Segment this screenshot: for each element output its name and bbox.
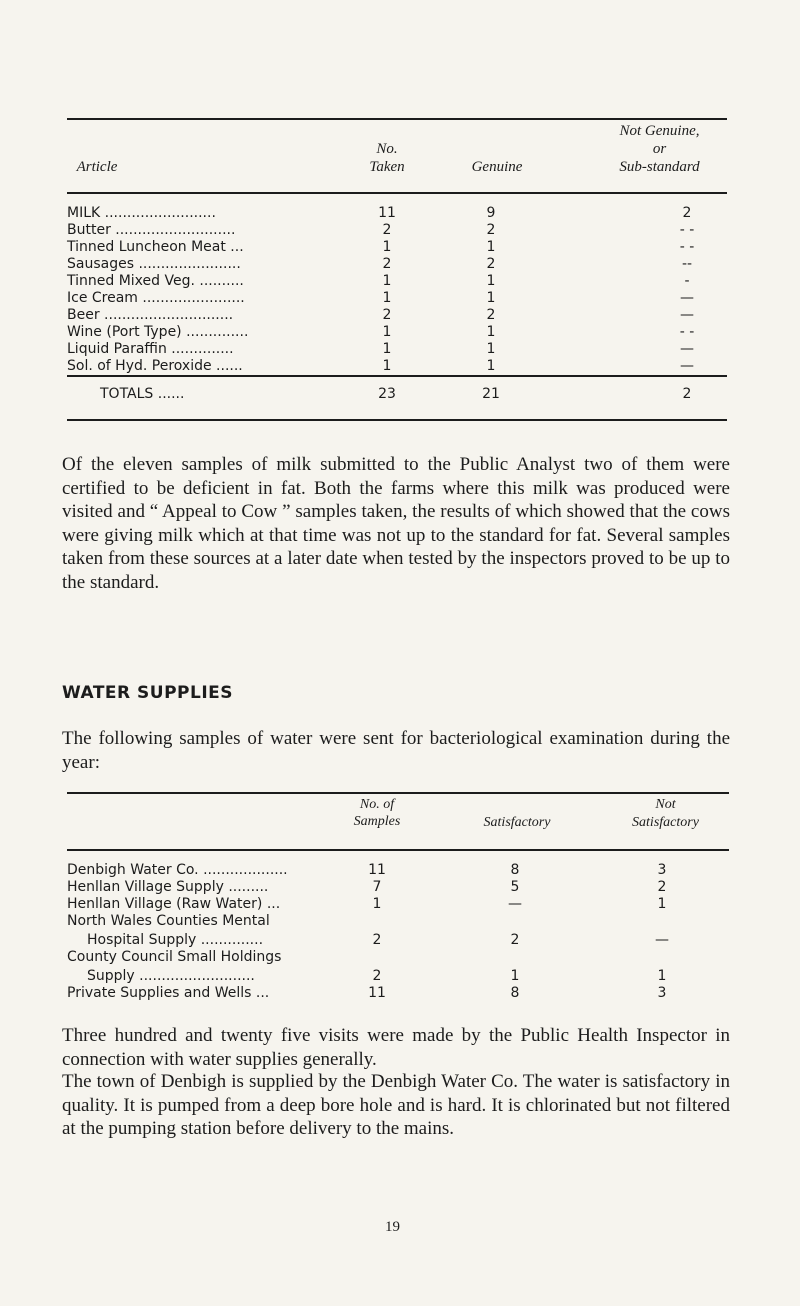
cell-genuine: 1 bbox=[486, 358, 496, 374]
cell-not-genuine: — bbox=[680, 290, 694, 306]
cell-taken: 2 bbox=[382, 256, 392, 272]
cell-not-genuine: - - bbox=[679, 324, 695, 340]
cell-samples: 7 bbox=[372, 879, 382, 895]
milk-samples-paragraph: Of the eleven samples of milk submitted to the Public Analyst two of them were certified to be deficient in fat. Both the farms where this milk was produced were visited and “ Appeal to Cow ” samples taken, the results of which showed that the cows were giving milk which at that time was not up to the standard for fat. Several samples taken from these sources at a later date when tested by the inspectors proved to be up to the standard. bbox=[62, 454, 730, 593]
water-supplies-heading: WATER SUPPLIES bbox=[62, 683, 234, 703]
header-samples-line1: No. of bbox=[359, 797, 395, 812]
cell-taken: 1 bbox=[382, 324, 392, 340]
cell-not-genuine: 2 bbox=[682, 205, 692, 221]
cell-taken: 2 bbox=[382, 222, 392, 238]
row-label: Liquid Paraffin .............. bbox=[67, 341, 234, 357]
cell-not-genuine: - bbox=[684, 273, 690, 289]
cell-genuine: 9 bbox=[486, 205, 496, 221]
cell-genuine: 1 bbox=[486, 324, 496, 340]
cell-not-satisfactory: 3 bbox=[657, 985, 667, 1001]
row-label: MILK ......................... bbox=[67, 205, 216, 221]
cell-satisfactory: 8 bbox=[510, 985, 520, 1001]
header-not-satisfactory-line1: Not bbox=[655, 797, 676, 812]
table-header-rule bbox=[67, 849, 729, 851]
cell-samples: 11 bbox=[368, 862, 386, 878]
cell-taken: 11 bbox=[378, 205, 396, 221]
cell-samples: 11 bbox=[368, 985, 386, 1001]
cell-not-genuine: — bbox=[680, 341, 694, 357]
cell-genuine: 1 bbox=[486, 239, 496, 255]
cell-taken: 2 bbox=[382, 307, 392, 323]
row-label: Supply .......................... bbox=[87, 968, 255, 984]
cell-satisfactory: 2 bbox=[510, 932, 520, 948]
cell-taken: 1 bbox=[382, 273, 392, 289]
header-satisfactory: Satisfactory bbox=[483, 815, 551, 830]
table-bottom-rule bbox=[67, 419, 727, 421]
cell-not-genuine: — bbox=[680, 307, 694, 323]
cell-not-genuine: - - bbox=[679, 222, 695, 238]
cell-not-genuine: - - bbox=[679, 239, 695, 255]
header-samples-line2: Samples bbox=[353, 814, 401, 829]
cell-not-satisfactory: 1 bbox=[657, 968, 667, 984]
totals-taken: 23 bbox=[378, 386, 396, 402]
row-label: Private Supplies and Wells ... bbox=[67, 985, 270, 1001]
cell-not-genuine: — bbox=[680, 358, 694, 374]
table-top-rule bbox=[67, 118, 727, 120]
row-label: County Council Small Holdings bbox=[67, 949, 282, 965]
cell-not-satisfactory: 3 bbox=[657, 862, 667, 878]
cell-satisfactory: 5 bbox=[510, 879, 520, 895]
row-label: North Wales Counties Mental bbox=[67, 913, 270, 929]
row-label: Beer ............................. bbox=[67, 307, 234, 323]
cell-genuine: 1 bbox=[486, 341, 496, 357]
cell-taken: 1 bbox=[382, 239, 392, 255]
header-not-genuine-line2: or bbox=[652, 141, 667, 157]
cell-samples: 1 bbox=[372, 896, 382, 912]
header-genuine: Genuine bbox=[471, 159, 523, 175]
cell-satisfactory: 8 bbox=[510, 862, 520, 878]
cell-not-satisfactory: 2 bbox=[657, 879, 667, 895]
cell-genuine: 2 bbox=[486, 307, 496, 323]
cell-samples: 2 bbox=[372, 968, 382, 984]
cell-genuine: 2 bbox=[486, 256, 496, 272]
totals-label: TOTALS ...... bbox=[100, 386, 185, 402]
cell-not-genuine: -- bbox=[681, 256, 693, 272]
row-label: Tinned Mixed Veg. .......... bbox=[67, 273, 244, 289]
cell-not-satisfactory: 1 bbox=[657, 896, 667, 912]
totals-not-genuine: 2 bbox=[682, 386, 692, 402]
cell-taken: 1 bbox=[382, 341, 392, 357]
table-header-rule bbox=[67, 192, 727, 194]
cell-not-satisfactory: — bbox=[655, 932, 669, 948]
totals-rule bbox=[67, 375, 727, 377]
table-top-rule bbox=[67, 792, 729, 794]
header-not-genuine-line1: Not Genuine, bbox=[619, 123, 700, 139]
cell-taken: 1 bbox=[382, 290, 392, 306]
row-label: Henllan Village (Raw Water) ... bbox=[67, 896, 281, 912]
inspector-visits-paragraph: Three hundred and twenty five visits were made by the Public Health Inspector in connection with water supplies generally. bbox=[62, 1025, 730, 1070]
row-label: Denbigh Water Co. ................... bbox=[67, 862, 288, 878]
cell-genuine: 2 bbox=[486, 222, 496, 238]
totals-genuine: 21 bbox=[482, 386, 500, 402]
cell-genuine: 1 bbox=[486, 290, 496, 306]
header-not-satisfactory-line2: Satisfactory bbox=[632, 815, 699, 830]
page-number: 19 bbox=[385, 1219, 400, 1235]
row-label: Henllan Village Supply ......... bbox=[67, 879, 269, 895]
row-label: Butter ........................... bbox=[67, 222, 236, 238]
row-label: Hospital Supply .............. bbox=[87, 932, 264, 948]
header-article: Article bbox=[76, 159, 118, 175]
row-label: Wine (Port Type) .............. bbox=[67, 324, 249, 340]
water-samples-intro: The following samples of water were sent for bacteriological examination during the year: bbox=[62, 728, 730, 773]
header-no-taken-line1: No. bbox=[376, 141, 398, 157]
header-not-genuine-line3: Sub-standard bbox=[619, 159, 700, 175]
denbigh-supply-paragraph: The town of Denbigh is supplied by the Denbigh Water Co. The water is satisfactory in quality. It is pumped from a deep bore hole and is hard. It is chlorinated but not filtered at the pumping station before delivery to the mains. bbox=[62, 1071, 730, 1139]
row-label: Ice Cream ....................... bbox=[67, 290, 245, 306]
row-label: Sausages ....................... bbox=[67, 256, 241, 272]
cell-samples: 2 bbox=[372, 932, 382, 948]
cell-satisfactory: — bbox=[508, 896, 522, 912]
row-label: Tinned Luncheon Meat ... bbox=[67, 239, 244, 255]
row-label: Sol. of Hyd. Peroxide ...... bbox=[67, 358, 243, 374]
header-no-taken-line2: Taken bbox=[369, 159, 405, 175]
cell-satisfactory: 1 bbox=[510, 968, 520, 984]
cell-taken: 1 bbox=[382, 358, 392, 374]
cell-genuine: 1 bbox=[486, 273, 496, 289]
